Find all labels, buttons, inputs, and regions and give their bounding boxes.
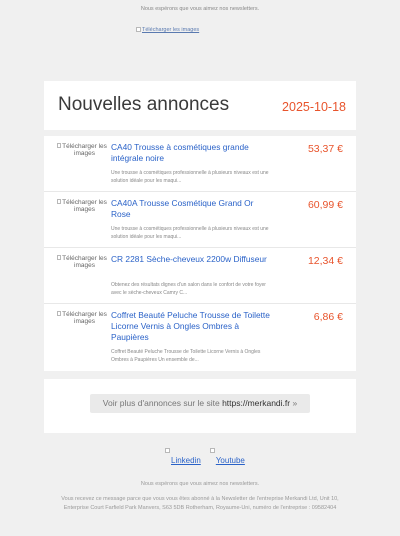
footer-note: Nous espérons que vous aimez nos newsletters. [140,481,260,487]
listing-image-alt: Télécharger les images [62,311,107,325]
listing-price: 53,37 € [307,143,343,155]
header-image-link[interactable] [136,27,199,33]
listing-name-link[interactable]: CR 2281 Sèche-cheveux 2200w Diffuseur [111,254,267,264]
listing-description: Une trousse à cosmétiques professionnelle à plusieurs niveaux est une solution idéale pour les maqui... [111,170,269,184]
listing-image[interactable] [57,255,107,269]
linkedin-label: Linkedin [171,456,201,465]
site-url: https://merkandi.fr [222,398,291,408]
broken-image-icon [57,143,61,148]
listing-item[interactable] [44,192,356,248]
see-more-button[interactable] [90,394,310,413]
broken-image-icon [136,27,141,32]
youtube-label: Youtube [215,456,245,465]
listing-item[interactable] [44,248,356,304]
broken-image-icon [57,199,61,204]
listing-description: Obtenez des résultats dignes d'un salon dans le confort de votre foyer avec le sèche-cheveux Camry C... [111,282,266,296]
title-card [44,81,356,130]
youtube-link[interactable] [210,448,245,465]
listing-description: Coffret Beauté Peluche Trousse de Toilette Licorne Vernis à Ongles Ombres à Paupières Un ensemble de... [111,349,261,363]
listing-image-alt: Télécharger les images [62,199,107,213]
linkedin-icon [165,448,170,453]
listing-image[interactable] [57,199,107,213]
broken-image-icon [57,311,61,316]
listing-image[interactable] [57,311,107,325]
more-listings-card [44,379,356,433]
youtube-icon [210,448,215,453]
listing-description: Une trousse à cosmétiques professionnelle à plusieurs niveaux est une solution idéale pour les maqui... [111,226,269,240]
listing-price: 60,99 € [307,199,343,211]
see-more-text: Voir plus d'annonces sur le site [102,398,223,408]
page-title: Nouvelles annonces [58,94,230,115]
footer-legal: Vous recevez ce message parce que vous vous êtes abonné à la Newsletter de l'entreprise Merkandi Ltd, Unit 10, Enterprise Court Farfield Park Manvers, S63 5DB Rotherham, Royaume-Uni, numéro de l'entreprise : 09582404 [61,496,339,511]
social-links [165,448,245,465]
listing-item[interactable] [44,136,356,192]
listing-name-link[interactable]: CA40A Trousse Cosmétique Grand Or Rose [111,198,254,219]
preheader-text: Nous espérons que vous aimez nos newsletters. [140,6,260,12]
listing-image[interactable] [57,143,107,157]
listing-price: 6,86 € [313,311,343,323]
listing-item[interactable] [44,304,356,371]
header-image-alt: Télécharger les images [142,27,200,33]
listing-image-alt: Télécharger les images [62,255,107,269]
broken-image-icon [57,255,61,260]
linkedin-link[interactable] [165,448,201,465]
listings-card [44,136,356,371]
listing-name-link[interactable]: Coffret Beauté Peluche Trousse de Toilette Licorne Vernis à Ongles Ombres à Paupières [111,310,270,342]
arrow-icon: » [290,398,298,408]
listing-name-link[interactable]: CA40 Trousse à cosmétiques grande intégrale noire [111,142,249,163]
listing-image-alt: Télécharger les images [62,143,107,157]
newsletter-date: 2025-10-18 [282,100,346,114]
listing-price: 12,34 € [307,255,343,267]
